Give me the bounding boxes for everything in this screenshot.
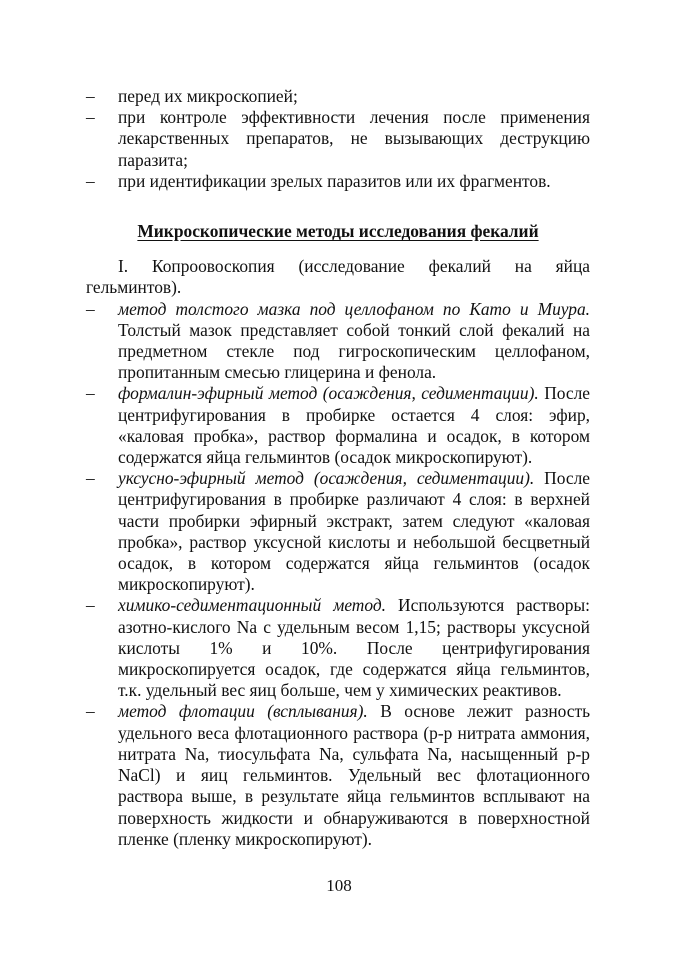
method-name: формалин-эфирный метод (осаждения, седиментации). [118, 383, 539, 404]
method-name: химико-седиментационный метод. [118, 595, 386, 616]
method-description: Толстый мазок представляет собой тонкий слой фекалий на предметном стекле под гигроскопическим целлофаном, пропитанным смесью глицерина и фенола. [118, 319, 590, 383]
list-item [86, 107, 590, 171]
method-item [86, 383, 590, 468]
list-bullet: – [86, 86, 95, 106]
page-number: 108 [326, 876, 352, 895]
list-bullet: – [86, 107, 95, 128]
list-item [86, 171, 590, 192]
list-bullet: – [86, 298, 95, 319]
page-content [86, 86, 590, 850]
list-bullet: – [86, 383, 95, 404]
method-description: После центрифугирования в пробирке различают 4 слоя: в верхней части пробирки эфирный экстракт, затем следуют «каловая пробка», раствор уксусной кислоты и небольшой бесцветный осадок, в котором содержатся яйца гельминтов (осадок микроскопируют). [118, 468, 590, 595]
list-bullet: – [86, 170, 95, 191]
intro-paragraph: I. Копроовоскопия (исследование фекалий на яйца гельминтов). [86, 256, 590, 298]
list-item-text: при контроле эффективности лечения после применения лекарственных препаратов, не вызывающих деструкцию паразита; [118, 107, 590, 170]
list-item-text: при идентификации зрелых паразитов или их фрагментов. [118, 170, 551, 191]
list-bullet: – [86, 468, 95, 489]
list-bullet: – [86, 701, 95, 722]
list-bullet: – [86, 595, 95, 616]
method-name: метод толстого мазка под целлофаном по Като и Миура. [118, 298, 590, 319]
method-item [86, 701, 590, 849]
method-item [86, 299, 590, 384]
method-name: уксусно-эфирный метод (осаждения, седиментации). [118, 468, 535, 489]
method-description: После центрифугирования в пробирке остается 4 слоя: эфир, «каловая пробка», раствор формалина и осадок, в котором содержатся яйца гельминтов (осадок микроскопируют). [118, 383, 590, 468]
list-item-text: перед их микроскопией; [118, 86, 298, 106]
method-description: Используются растворы: азотно-кислого Na с удельным весом 1,15; растворы уксусной кислоты 1% и 10%. После центрифугирования микроскопируется осадок, где содержатся яйца гельминтов, т.к. удельный вес яиц больше, чем у химических реактивов. [118, 595, 590, 701]
list-item [86, 86, 590, 107]
method-description: В основе лежит разность удельного веса флотационного раствора (р-р нитрата аммония, нитрата Na, тиосульфата Na, сульфата Na, насыщенный р-р NaCl) и яиц гельминтов. Удельный вес флотационного раствора выше, в результате яйца гельминтов всплывают на поверхность жидкости и обнаруживаются в поверхностной пленке (пленку микроскопируют). [118, 701, 590, 849]
section-heading: Микроскопические методы исследования фекалий [137, 221, 539, 242]
method-item [86, 595, 590, 701]
method-item [86, 468, 590, 595]
method-name: метод флотации (всплывания). [118, 701, 368, 722]
